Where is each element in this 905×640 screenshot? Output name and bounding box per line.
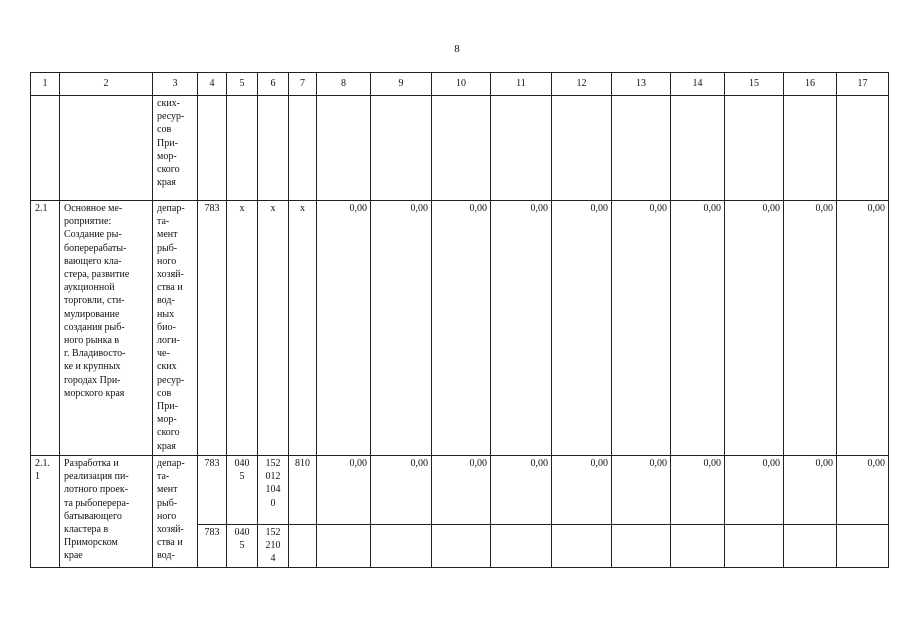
cell-col-13: 0,00 (612, 201, 671, 456)
column-number-1: 1 (31, 73, 60, 96)
cell-col-14: 0,00 (671, 201, 725, 456)
column-number-5: 5 (227, 73, 258, 96)
cell-col-8: 0,00 (317, 456, 371, 525)
page-number: 8 (454, 43, 460, 55)
cell-col-4: 783 (198, 525, 227, 568)
cell-col-14: 0,00 (671, 456, 725, 525)
cell-col-4: 783 (198, 456, 227, 525)
cell-col-9: 0,00 (371, 201, 432, 456)
column-number-11: 11 (491, 73, 552, 96)
cell-col-17: 0,00 (837, 456, 889, 525)
cell-col-1 (31, 96, 60, 201)
cell-col-6: x (258, 201, 289, 456)
cell-col-5: 040 5 (227, 456, 258, 525)
cell-col-15: 0,00 (725, 201, 784, 456)
column-number-12: 12 (552, 73, 612, 96)
cell-col-17 (837, 96, 889, 201)
cell-col-7: x (289, 201, 317, 456)
cell-col-12: 0,00 (552, 456, 612, 525)
cell-col-15 (725, 525, 784, 568)
cell-col-11 (491, 96, 552, 201)
cell-col-3: депар- та- мент рыб- ного хозяй- ства и вод- (153, 456, 198, 568)
cell-col-4: 783 (198, 201, 227, 456)
cell-col-10: 0,00 (432, 201, 491, 456)
cell-col-17 (837, 525, 889, 568)
column-number-16: 16 (784, 73, 837, 96)
cell-col-11 (491, 525, 552, 568)
column-number-17: 17 (837, 73, 889, 96)
cell-col-1: 2.1. 1 (31, 456, 60, 568)
cell-col-10: 0,00 (432, 456, 491, 525)
cell-col-8 (317, 525, 371, 568)
cell-col-9: 0,00 (371, 456, 432, 525)
column-number-7: 7 (289, 73, 317, 96)
cell-col-10 (432, 525, 491, 568)
cell-col-12 (552, 96, 612, 201)
cell-col-6: 152 210 4 (258, 525, 289, 568)
cell-col-9 (371, 525, 432, 568)
cell-col-9 (371, 96, 432, 201)
column-number-6: 6 (258, 73, 289, 96)
table-row (31, 201, 889, 456)
column-number-15: 15 (725, 73, 784, 96)
cell-col-14 (671, 96, 725, 201)
cell-col-16 (784, 525, 837, 568)
column-number-9: 9 (371, 73, 432, 96)
cell-col-15 (725, 96, 784, 201)
cell-col-16: 0,00 (784, 201, 837, 456)
cell-col-4 (198, 96, 227, 201)
cell-col-16 (784, 96, 837, 201)
column-number-2: 2 (60, 73, 153, 96)
column-number-3: 3 (153, 73, 198, 96)
cell-col-2: Разработка и реализация пи- лотного проек- та рыбоперера- батывающего кластера в Приморском крае (60, 456, 153, 568)
cell-col-1: 2.1 (31, 201, 60, 456)
cell-col-13 (612, 96, 671, 201)
cell-col-16: 0,00 (784, 456, 837, 525)
cell-col-2 (60, 96, 153, 201)
cell-col-11: 0,00 (491, 201, 552, 456)
cell-col-15: 0,00 (725, 456, 784, 525)
table-row (31, 456, 889, 525)
cell-col-10 (432, 96, 491, 201)
cell-col-14 (671, 525, 725, 568)
cell-col-8: 0,00 (317, 201, 371, 456)
budget-table (30, 72, 889, 568)
column-number-14: 14 (671, 73, 725, 96)
cell-col-12 (552, 525, 612, 568)
table-row (31, 96, 889, 201)
cell-col-7: 810 (289, 456, 317, 525)
cell-col-3: ских- ресур- сов При- мор- ского края (153, 96, 198, 201)
cell-col-2: Основное ме- роприятие: Создание ры- боперерабаты- вающего кла- стера, развитие аукционной торговли, сти- мулирование создания рыб- ного рынка в г. Владивосто- ке и крупных городах При- морского края (60, 201, 153, 456)
cell-col-3: депар- та- мент рыб- ного хозяй- ства и вод- ных био- логи- че- ских ресур- сов При- мор- ского края (153, 201, 198, 456)
cell-col-17: 0,00 (837, 201, 889, 456)
cell-col-7 (289, 525, 317, 568)
cell-col-11: 0,00 (491, 456, 552, 525)
column-number-10: 10 (432, 73, 491, 96)
cell-col-8 (317, 96, 371, 201)
cell-col-5 (227, 96, 258, 201)
column-number-8: 8 (317, 73, 371, 96)
column-number-13: 13 (612, 73, 671, 96)
cell-col-6 (258, 96, 289, 201)
cell-col-13 (612, 525, 671, 568)
cell-col-6: 152 012 104 0 (258, 456, 289, 525)
header-row (31, 73, 889, 96)
cell-col-12: 0,00 (552, 201, 612, 456)
column-number-4: 4 (198, 73, 227, 96)
cell-col-7 (289, 96, 317, 201)
cell-col-5: 040 5 (227, 525, 258, 568)
cell-col-5: x (227, 201, 258, 456)
cell-col-13: 0,00 (612, 456, 671, 525)
